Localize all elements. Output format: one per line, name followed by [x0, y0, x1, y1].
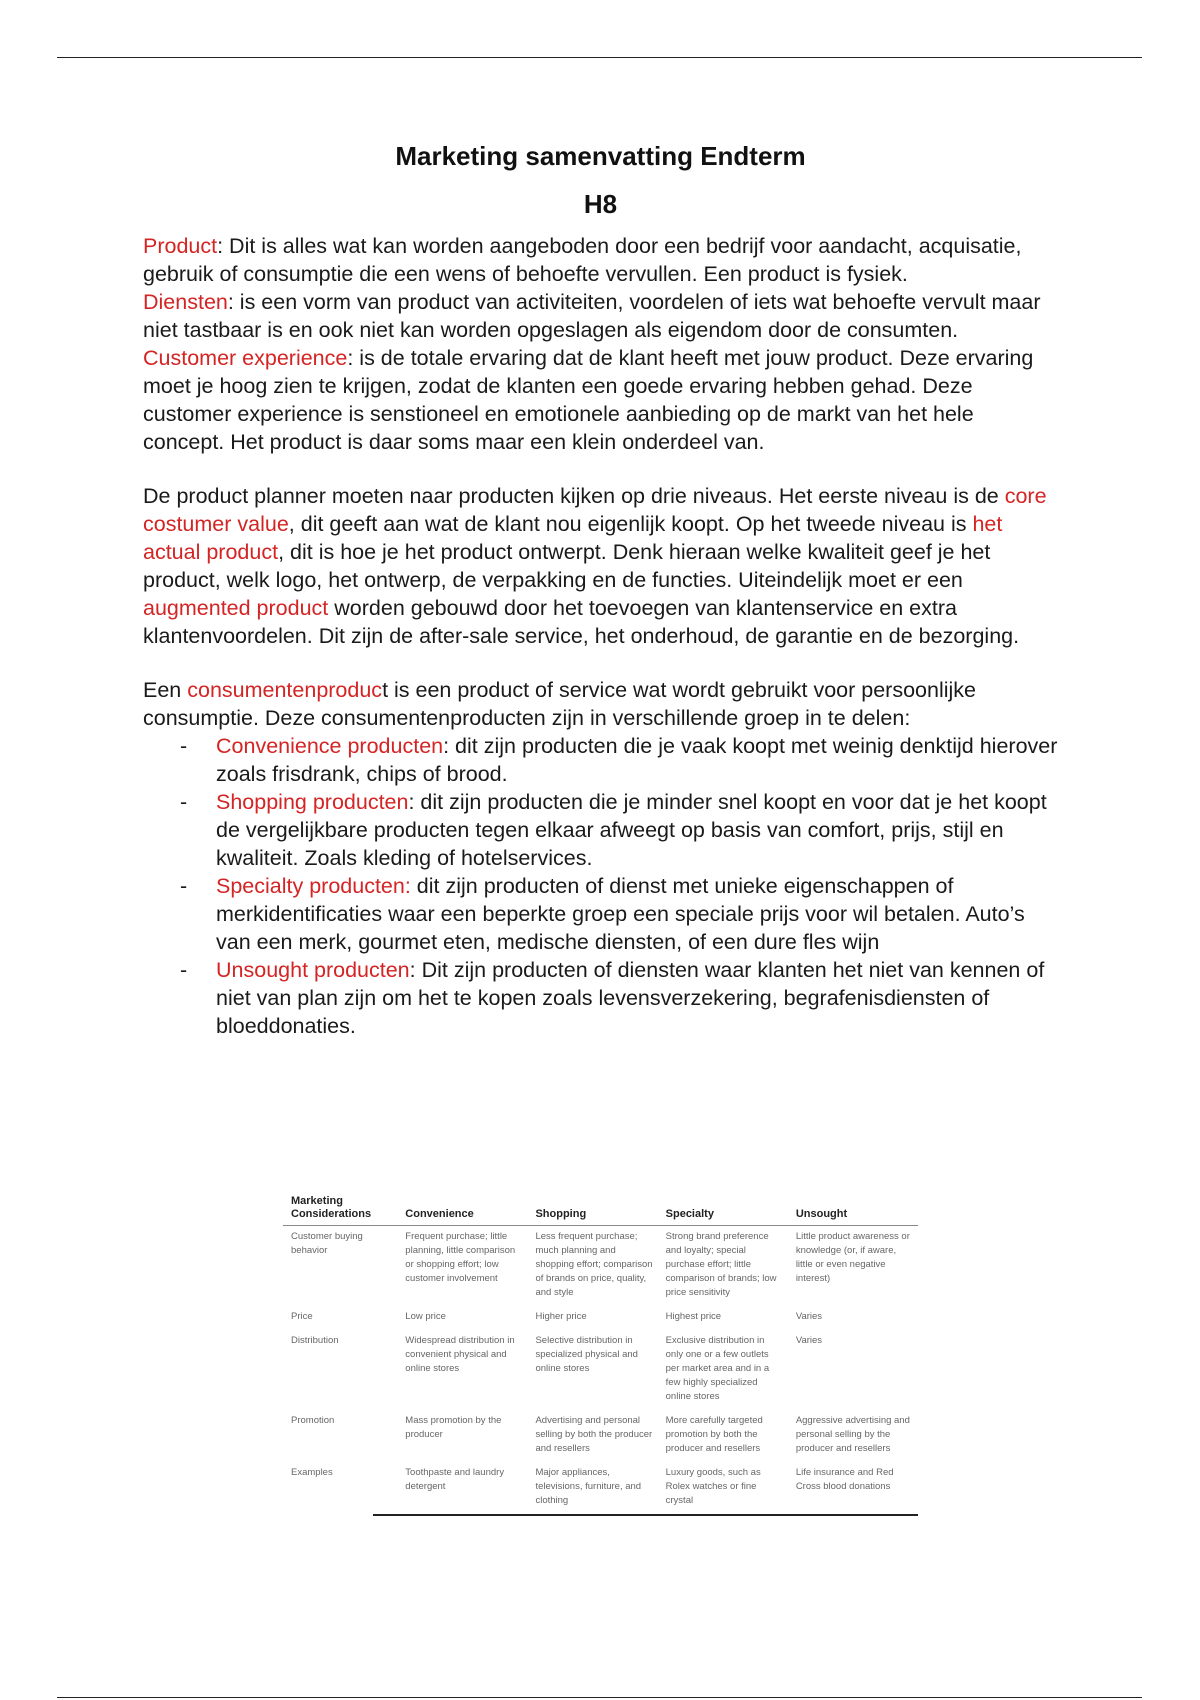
table-cell: Toothpaste and laundry detergent: [405, 1467, 505, 1492]
table-cell: Varies: [795, 1335, 823, 1346]
table-header-cell: Shopping: [535, 1208, 587, 1220]
definition-term: Diensten: [143, 289, 228, 314]
list-item-term: Convenience producten: [216, 733, 444, 758]
highlight-term: augmented product: [143, 595, 329, 620]
table-cell: Customer buying behavior: [291, 1231, 363, 1256]
list-item-text: : Dit zijn producten of diensten waar klanten het niet van kennen of niet van plan zijn om het te kopen zoals levensverzekering, begrafenisdiensten of bloeddonaties.: [216, 957, 1045, 1038]
table-bottom-rule: [373, 1514, 918, 1516]
table-cell: More carefully targeted promotion by both the producer and resellers: [665, 1415, 763, 1454]
table-header-cell: Specialty: [665, 1208, 714, 1220]
document-body: [143, 140, 1058, 1040]
list-item: [143, 732, 1058, 788]
definition-text: : Dit is alles wat kan worden aangeboden door een bedrijf voor aandacht, acquisatie, gebruik of consumptie die een wens of behoefte vervullen. Een product is fysiek.: [143, 233, 1022, 286]
list-item-term: Shopping producten: [216, 789, 409, 814]
chapter-heading: H8: [583, 188, 618, 219]
table-row: [283, 1410, 918, 1462]
definition-text: : is een vorm van product van activiteiten, voordelen of iets wat behoefte vervult maar niet tastbaar is en ook niet kan worden opgeslagen als eigendom door de consumten.: [143, 289, 1041, 342]
product-classification-table: [283, 1193, 918, 1516]
list-item: [143, 872, 1058, 956]
table-cell: Promotion: [291, 1415, 335, 1426]
table-cell: Highest price: [665, 1311, 722, 1322]
consumer-product-paragraph: [143, 676, 1058, 732]
table-cell: Frequent purchase; little planning, little comparison or shopping effort; low customer involvement: [405, 1231, 516, 1284]
list-item-text: : dit zijn producten die je minder snel koopt en voor dat je het koopt de vergelijkbare producten tegen elkaar afweegt op basis van comfort, prijs, stijl en kwaliteit. Zoals kleding of hotelservices.: [216, 789, 1047, 870]
body-text: Een: [143, 677, 188, 702]
body-text: worden gebouwd door het toevoegen van klantenservice en extra klantenvoordelen. Dit zijn de after-sale service, het onderhoud, de garantie en de bezorging.: [143, 595, 1020, 648]
header-rule: [57, 57, 1142, 58]
classification-table: [283, 1193, 918, 1514]
document-title: Marketing samenvatting Endterm: [395, 141, 806, 171]
body-text: t is een product of service wat wordt gebruikt voor persoonlijke consumptie. Deze consumentenproducten zijn in verschillende groep in te delen:: [143, 677, 976, 730]
table-row: [283, 1306, 918, 1330]
table-row: [283, 1226, 918, 1307]
table-header-cell: Marketing Considerations: [291, 1195, 372, 1220]
table-cell: Strong brand preference and loyalty; special purchase effort; little comparison of brands; low price sensitivity: [665, 1231, 777, 1298]
footer-rule: [57, 1697, 1142, 1698]
list-item-term: Unsought producten: [216, 957, 410, 982]
table-cell: Mass promotion by the producer: [405, 1415, 502, 1440]
table-cell: Widespread distribution in convenient physical and online stores: [405, 1335, 515, 1374]
body-text: De product planner moeten naar producten kijken op drie niveaus. Het eerste niveau is de: [143, 483, 1005, 508]
table-header-cell: Convenience: [405, 1208, 474, 1220]
body-text: , dit is hoe je het product ontwerpt. Denk hieraan welke kwaliteit geef je het product, welk logo, het ontwerp, de verpakking en de functies. Uiteindelijk moet er een: [143, 539, 991, 592]
definition-paragraph: [143, 344, 1058, 456]
table-cell: Life insurance and Red Cross blood donations: [795, 1467, 894, 1492]
definition-text: : is de totale ervaring dat de klant heeft met jouw product. Deze ervaring moet je hoog zien te krijgen, zodat de klanten een goede ervaring hebben gehad. Deze customer experience is senstioneel en emotionele aanbieding op de markt van het hele concept. Het product is daar soms maar een klein onderdeel van.: [143, 345, 1034, 454]
table-row: [283, 1462, 918, 1514]
body-text: , dit geeft aan wat de klant nou eigenlijk koopt. Op het tweede niveau is: [288, 511, 973, 536]
definition-paragraph: [143, 232, 1058, 288]
table-cell: Less frequent purchase; much planning and shopping effort; comparison of brands on price, quality, and style: [535, 1231, 653, 1298]
definition-term: Customer experience: [143, 345, 348, 370]
table-cell: Distribution: [291, 1335, 339, 1346]
list-item-term: Specialty producten:: [216, 873, 411, 898]
list-item-text: : dit zijn producten die je vaak koopt met weinig denktijd hierover zoals frisdrank, chips of brood.: [216, 733, 1058, 786]
list-item: [143, 788, 1058, 872]
highlight-term: het actual product: [143, 511, 1003, 564]
table-cell: Aggressive advertising and personal selling by the producer and resellers: [795, 1415, 910, 1454]
list-item: [143, 956, 1058, 1040]
table-cell: Advertising and personal selling by both the producer and resellers: [535, 1415, 653, 1454]
table-cell: Little product awareness or knowledge (or, if aware, little or even negative interest): [795, 1231, 910, 1284]
definition-paragraph: [143, 288, 1058, 344]
table-cell: Low price: [405, 1311, 446, 1322]
list-item-text: dit zijn producten of dienst met unieke eigenschappen of merkidentificaties waar een beperkte groep een speciale prijs voor wil betalen. Auto’s van een merk, gourmet eten, medische diensten, of een dure fles wijn: [216, 873, 1025, 954]
table-cell: Major appliances, televisions, furniture, and clothing: [535, 1467, 642, 1506]
table-row: [283, 1330, 918, 1410]
table-cell: Exclusive distribution in only one or a few outlets per market area and in a few highly specialized online stores: [665, 1335, 770, 1402]
table-cell: Varies: [795, 1311, 823, 1322]
table-cell: Selective distribution in specialized physical and online stores: [535, 1335, 638, 1374]
table-cell: Higher price: [535, 1311, 587, 1322]
product-levels-paragraph: [143, 482, 1058, 650]
table-cell: Price: [291, 1311, 313, 1322]
definition-term: Product: [143, 233, 218, 258]
highlight-term: consumentenproduc: [187, 677, 383, 702]
table-cell: Examples: [291, 1467, 333, 1478]
table-header-cell: Unsought: [795, 1208, 848, 1220]
highlight-term: core costumer value: [143, 483, 1047, 536]
table-header-row: [283, 1193, 918, 1226]
table-cell: Luxury goods, such as Rolex watches or fine crystal: [665, 1467, 761, 1506]
product-types-list: [143, 732, 1058, 1040]
